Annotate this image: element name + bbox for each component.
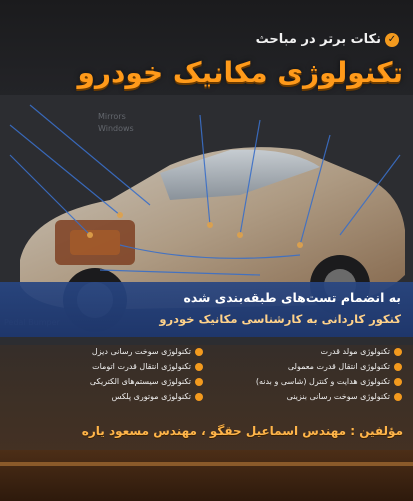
- topic-item: تکنولوژی سیستم‌های الکتریکی: [12, 376, 203, 388]
- label-windows: Windows: [98, 124, 134, 133]
- topic-item: تکنولوژی سوخت رسانی بنزینی: [211, 391, 402, 403]
- subtitle-line-1: به انضمام تست‌های طبقه‌بندی شده: [183, 290, 401, 305]
- bullet-icon: [394, 363, 402, 371]
- bottom-band: [0, 450, 413, 501]
- topics-list: [12, 346, 402, 416]
- topics-column-right: [211, 346, 402, 416]
- topic-item: تکنولوژی هدایت و کنترل (شاسی و بدنه): [211, 376, 402, 388]
- bullet-icon: [394, 378, 402, 386]
- subtitle-line-2: کنکور کاردانی به کارشناسی مکانیک خودرو: [159, 312, 401, 326]
- authors-line: مؤلفین : مهندس اسماعیل حقگو ، مهندس مسعود یاره: [81, 424, 403, 438]
- topic-item: تکنولوژی انتقال قدرت معمولی: [211, 361, 402, 373]
- bullet-icon: [394, 393, 402, 401]
- bullet-icon: [195, 363, 203, 371]
- bottom-stripe: [0, 462, 413, 466]
- topic-item: تکنولوژی موتوری پلکس: [12, 391, 203, 403]
- label-mirrors: Mirrors: [98, 112, 126, 121]
- bullet-icon: [394, 348, 402, 356]
- bullet-icon: [195, 378, 203, 386]
- cover-overline: [256, 32, 399, 47]
- topic-item: تکنولوژی مولد قدرت: [211, 346, 402, 358]
- bullet-icon: [195, 393, 203, 401]
- bullet-icon: [195, 348, 203, 356]
- check-icon: ✓: [385, 33, 399, 47]
- book-title: تکنولوژی مکانیک خودرو: [77, 56, 403, 89]
- topic-item: تکنولوژی انتقال قدرت اتومات: [12, 361, 203, 373]
- topics-column-left: [12, 346, 203, 416]
- overline-text: نکات برتر در مباحث: [255, 32, 381, 47]
- topic-item: تکنولوژی سوخت رسانی دیزل: [12, 346, 203, 358]
